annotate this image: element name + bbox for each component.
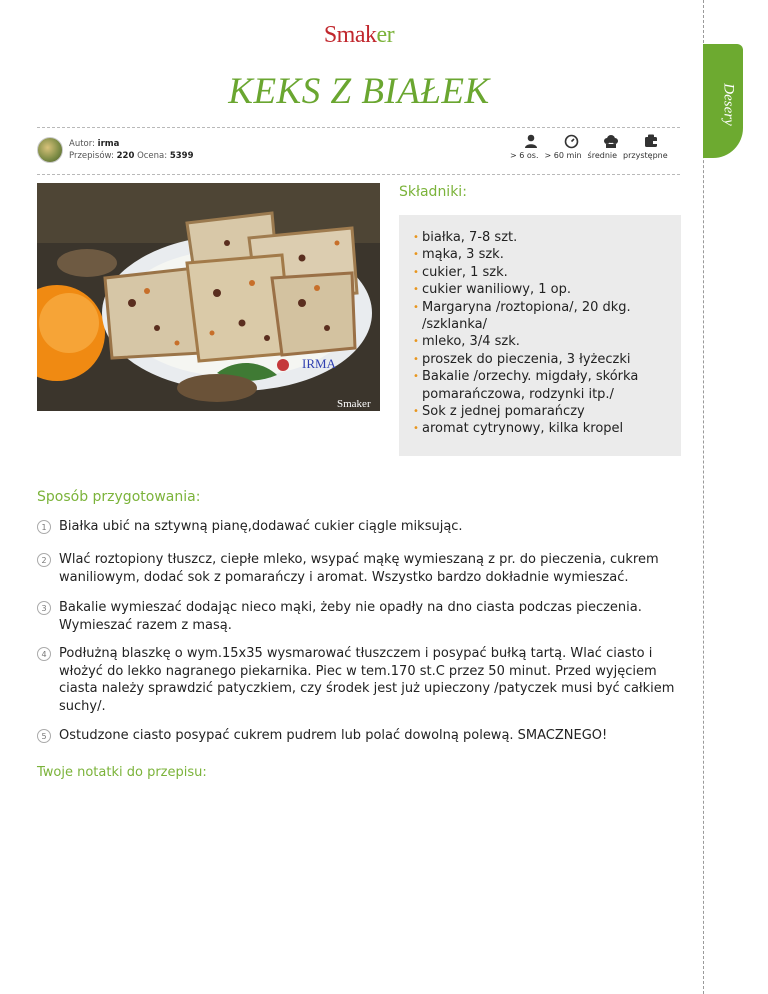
ingredient-item: • mąka, 3 szk. [413,246,671,263]
chef-hat-icon [602,133,620,149]
stat-difficulty: średnie [587,151,618,160]
brand-logo-part2: er [376,22,395,48]
ingredient-item: • Bakalie /orzechy. migdały, skórka pomarańczowa, rodzynki itp./ [413,368,671,403]
ingredients-box [399,215,681,456]
step-number: 4 [37,647,51,661]
stat-cost: przystępne [623,151,668,160]
step-text: Ostudzone ciasto posypać cukrem pudrem lub polać dowolną polewą. SMACZNEGO! [59,728,608,743]
person-icon [522,133,540,149]
step-item [37,645,677,715]
divider-top [37,127,680,128]
author-label: Autor: [69,139,95,149]
ingredient-item: • Margaryna /roztopiona/, 20 dkg. /szklanka/ [413,299,671,334]
category-label: Desery [720,83,737,126]
step-number: 1 [37,520,51,534]
recipe-title: KEKS Z BIAŁEK [228,71,490,112]
recipes-count: 220 [116,151,135,161]
ingredient-item: • proszek do pieczenia, 3 łyżeczki [413,351,671,368]
step-number: 3 [37,601,51,615]
recipes-label: Przepisów: [69,151,114,161]
stat-time: > 60 min [544,151,582,160]
step-item [37,599,677,634]
ingredient-item: • białka, 7-8 szt. [413,229,671,246]
wallet-icon [642,133,660,149]
rating-label: Ocena: [137,151,168,161]
step-text: Białka ubić na sztywną pianę,dodawać cukier ciągle miksując. [59,519,463,534]
divider-middle [37,174,680,175]
ingredient-item: • cukier waniliowy, 1 op. [413,281,671,298]
rating-value: 5399 [169,151,194,161]
photo-watermark-irma: IRMA [302,356,336,371]
ingredients-list [413,229,671,438]
ingredient-item: • Sok z jednej pomarańczy [413,403,671,420]
author-name: irma [97,139,120,149]
step-number: 5 [37,729,51,743]
ingredient-item: • cukier, 1 szk. [413,264,671,281]
author-meta [69,138,194,162]
ingredient-item: • mleko, 3/4 szk. [413,333,671,350]
ingredients-heading: Składniki: [399,184,467,200]
photo-watermark-brand: Smaker [337,398,371,410]
step-text: Bakalie wymieszać dodając nieco mąki, żeby nie opadły na dno ciasta podczas pieczenia. Wymieszać razem z masą. [59,600,642,633]
stat-servings: > 6 os. [510,151,539,160]
step-text: Podłużną blaszkę o wym.15x35 wysmarować tłuszczem i posypać bułką tartą. Wlać ciasto i włożyć do lekko nagranego piekarnika. Piec w tem.170 st.C przez 50 minut. Przed wyjęciem ciasta należy sprawdzić patyczkiem, czy środek jest już upieczony /patyczek musi być całkiem suchy/. [59,646,675,714]
notes-heading: Twoje notatki do przepisu: [37,765,207,780]
step-number: 2 [37,553,51,567]
brand-logo [0,22,718,49]
clock-icon [562,133,580,149]
step-item [37,518,677,536]
ingredient-item: • aromat cytrynowy, kilka kropel [413,420,671,437]
brand-logo-part1: Smak [323,22,377,48]
author-avatar [37,137,63,163]
recipe-stats [510,133,670,160]
recipe-photo [37,183,380,411]
preparation-heading: Sposób przygotowania: [37,489,201,505]
step-item [37,727,677,745]
step-text: Wlać roztopiony tłuszcz, ciepłe mleko, wsypać mąkę wymieszaną z pr. do pieczenia, cukrem waniliowym, dodać sok z pomarańczy i aromat. Wszystko bardzo dokładnie wymieszać. [59,552,659,585]
step-item [37,551,677,586]
